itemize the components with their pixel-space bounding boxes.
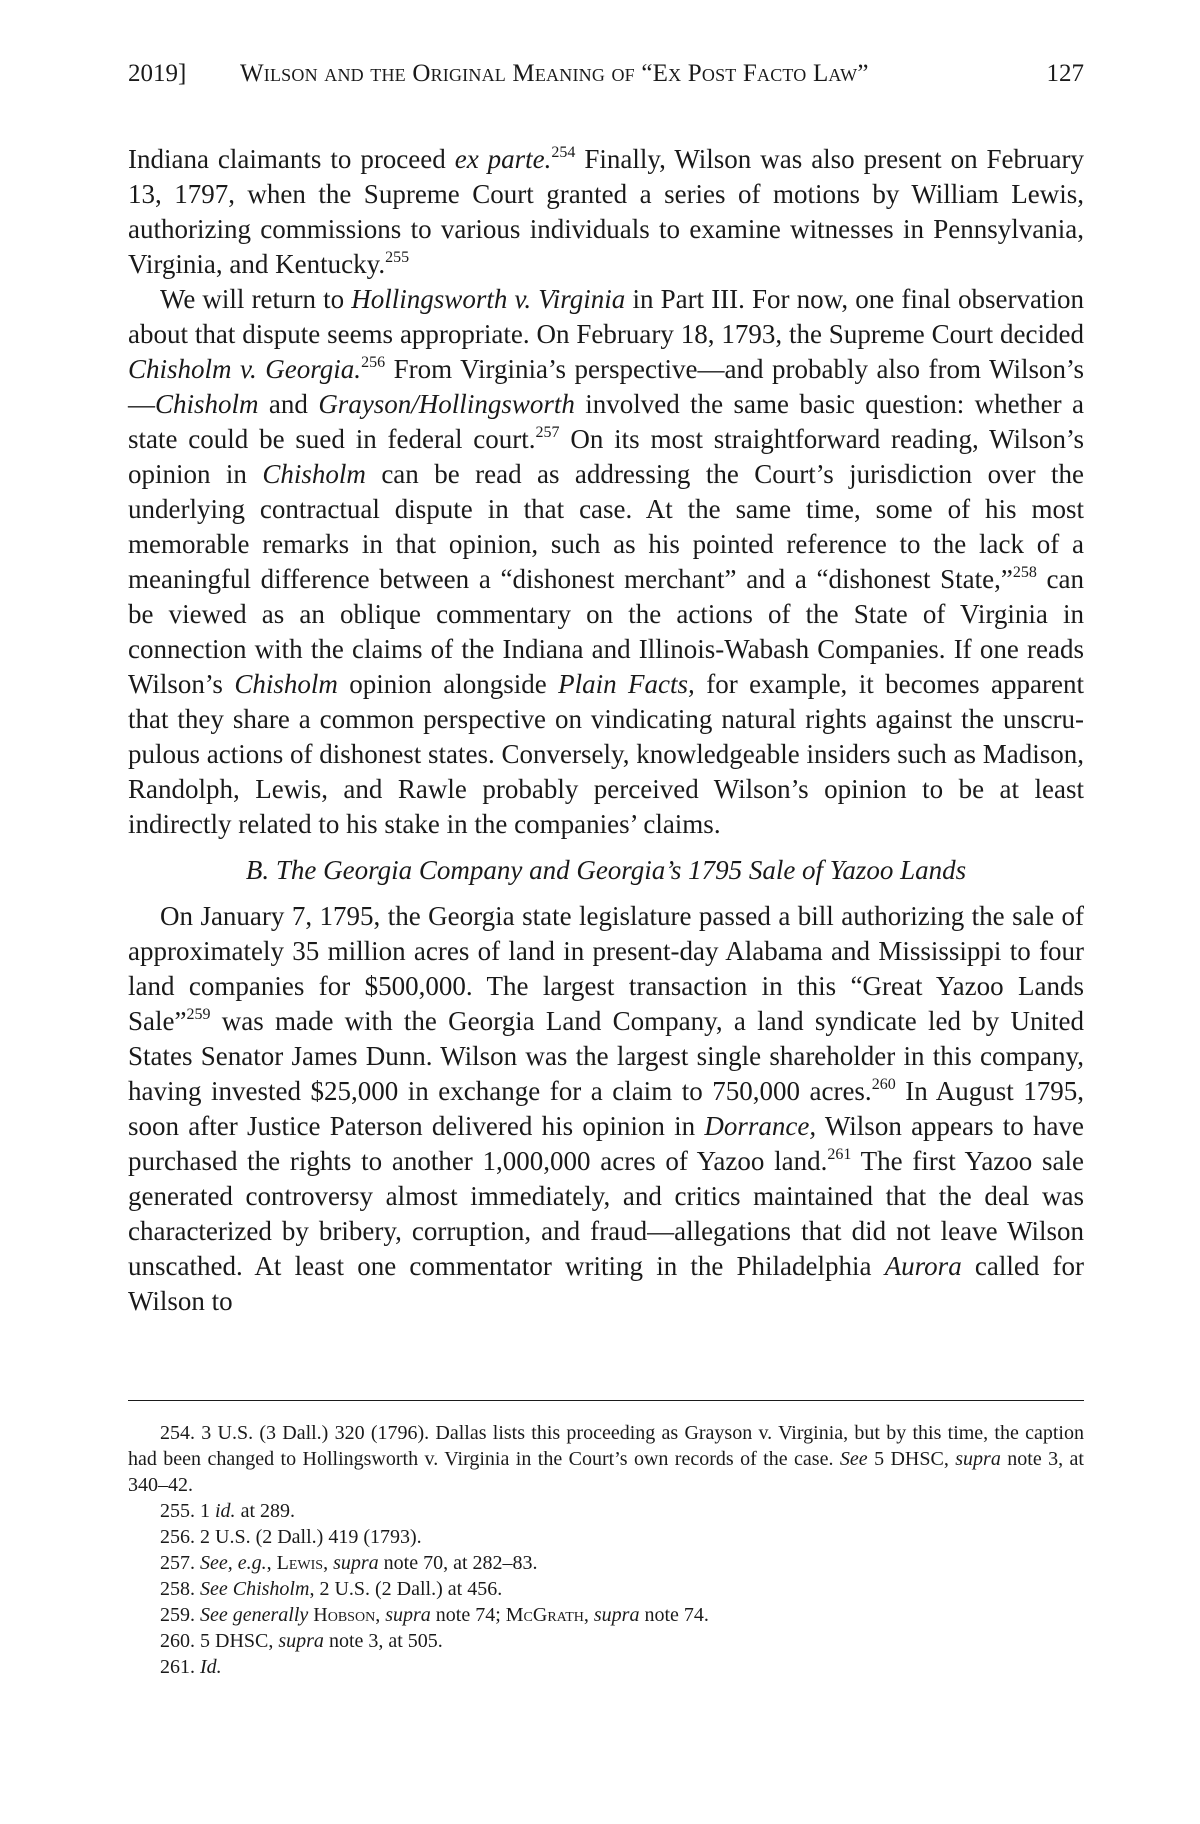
footnote-ref-260[interactable]: 260 — [871, 1076, 896, 1093]
footnote-ref-258[interactable]: 258 — [1012, 564, 1037, 581]
footnotes — [128, 1420, 1084, 1680]
footnote-255: 255. 1 id. at 289. — [160, 1500, 295, 1522]
footnote-258: 258. See Chisholm, 2 U.S. (2 Dall.) at 456. — [160, 1578, 503, 1600]
paragraph-1: Indiana claimants to proceed ex parte.$^{254}$ Finally, Wilson was also present on February 13, 1797, when the Supreme Court granted a series of motions by William Lewis, authorizing commissions to various individuals to examine witnesses in Pennsylvania, Virginia, and Kentucky.$^{255}$ — [128, 144, 1085, 279]
header-article-title: Wilson and the Original Meaning of “Ex Post Facto Law” — [240, 60, 869, 87]
footnote-254: 254. 3 U.S. (3 Dall.) 320 (1796). Dallas lists this proceeding as Grayson v. Virginia, but by this time, the caption had been changed to Hollingsworth v. Virginia in the Court’s own records of the case. See 5 DHSC, supra note 3, at 340–42. — [128, 1422, 1084, 1496]
paragraph-2: We will return to Hollingsworth v. Virginia in Part III. For now, one final observation about that dispute seems appropriate. On February 18, 1793, the Supreme Court decided Chisholm v. Georgia.$^{256}$ From Virginia’s perspective—and probably also from Wilson’s—Chisholm and Grayson/Hollingsworth involved the same basic question: whether a state could be sued in federal court.$^{257}$ On its most straightforward reading, Wilson’s opinion in Chisholm can be read as addressing the Court’s jurisdiction over the underlying contractual dispute in that case. At the same time, some of his most memorable remarks in that opinion, such as his pointed reference to the lack of a meaningful difference between a “dishonest merchant” and a “dishonest State,”$^{258}$ can be viewed as an oblique commentary on the actions of the State of Virginia in connection with the claims of the Indiana and Illinois-Wabash Companies. If one reads Wilson’s Chisholm opinion alongside Plain Facts, for example, it becomes apparent that they share a common perspective on vindicating natural rights against the unscrupulous actions of dishonest states. Conversely, knowledgeable insiders such as Madison, Randolph, Lewis, and Rawle probably perceived Wilson’s opinion to be at least indirectly related to his stake in the companies’ claims. — [128, 284, 1084, 839]
footnote-divider — [128, 1400, 1084, 1401]
footnote-ref-254[interactable]: 254 — [551, 144, 576, 161]
header-year: 2019] — [128, 60, 187, 87]
footnote-ref-259[interactable]: 259 — [186, 1006, 211, 1023]
journal-page — [128, 0, 1084, 1824]
footnote-ref-261[interactable]: 261 — [827, 1146, 852, 1163]
article-body — [128, 142, 1084, 1319]
footnote-261: 261. Id. — [160, 1656, 222, 1678]
footnote-260: 260. 5 DHSC, supra note 3, at 505. — [160, 1630, 443, 1652]
footnote-ref-257[interactable]: 257 — [535, 424, 560, 441]
footnote-257: 257. See, e.g., Lewis, supra note 70, at 282–83. — [160, 1552, 538, 1574]
section-heading: B. The Georgia Company and Georgia’s 1795 Sale of Yazoo Lands — [245, 855, 967, 885]
running-header — [128, 56, 1084, 92]
page-number: 127 — [1046, 60, 1084, 87]
footnote-ref-255[interactable]: 255 — [385, 249, 410, 266]
footnote-259: 259. See generally Hobson, supra note 74; McGrath, supra note 74. — [160, 1604, 709, 1626]
footnote-256: 256. 2 U.S. (2 Dall.) 419 (1793). — [160, 1526, 422, 1548]
footnote-ref-256[interactable]: 256 — [361, 354, 386, 371]
paragraph-3: On January 7, 1795, the Georgia state legislature passed a bill authorizing the sale of approximately 35 million acres of land in present-day Alabama and Mississippi to four land companies for $500,000. The largest transaction in this “Great Yazoo Lands Sale”$^{259}$ was made with the Georgia Land Company, a land syndicate led by United States Senator James Dunn. Wilson was the largest single shareholder in this company, having invested $25,000 in exchange for a claim to 750,000 acres.$^{260}$ In August 1795, soon after Justice Paterson delivered his opinion in Dorrance, Wilson appears to have purchased the rights to another 1,000,000 acres of Yazoo land.$^{261}$ The first Yazoo sale generated controversy almost immediately, and critics maintained that the deal was characterized by bribery, corruption, and fraud—allegations that did not leave Wilson unscathed. At least one commentator writing in the Philadelphia Aurora called for Wilson to — [128, 901, 1084, 1316]
